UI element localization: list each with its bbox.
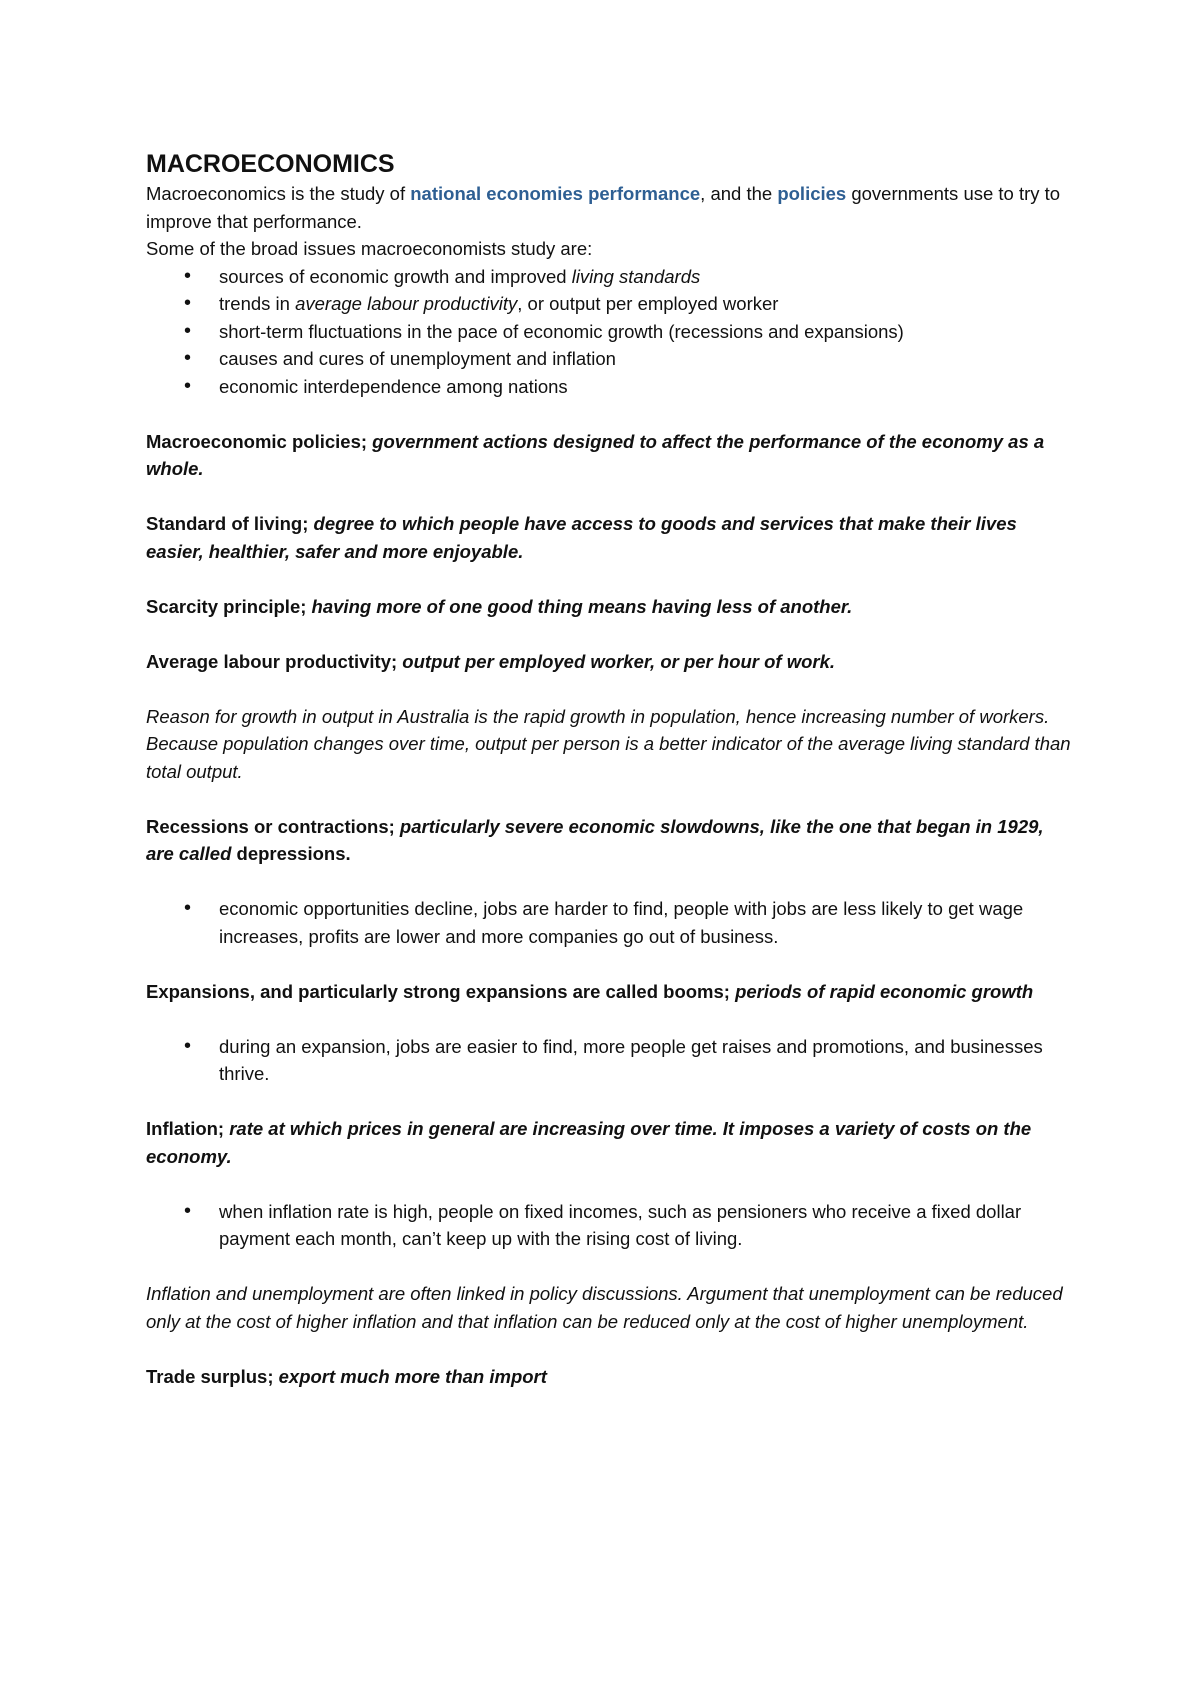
- list-item: [219, 345, 1076, 373]
- definition-expansions: [146, 978, 1076, 1006]
- definition-text: export much more than import: [273, 1365, 547, 1387]
- definition-term: Expansions, and particularly strong expansions are called booms;: [146, 980, 730, 1002]
- intro-text-2: , and the: [700, 183, 778, 204]
- definition-term-depressions: depressions.: [231, 843, 351, 864]
- document-page: [146, 148, 1076, 1390]
- document-title: MACROECONOMICS: [146, 150, 395, 178]
- definition-recessions: [146, 813, 1076, 868]
- intro-highlight-national-economies: national economies performance: [410, 183, 701, 204]
- definition-text: government actions designed to affect the performance of the economy as a whole.: [146, 430, 1045, 479]
- definition-text: having more of one good thing means having less of another.: [306, 595, 853, 617]
- intro-text-3: governments use to try to improve that performance.: [146, 183, 1061, 232]
- definition-term: Inflation;: [146, 1118, 225, 1139]
- intro-highlight-policies: policies: [777, 183, 847, 204]
- definition-trade-surplus: [146, 1363, 1076, 1391]
- expansion-list: [146, 1033, 1076, 1088]
- definition-term: Recessions or contractions;: [146, 815, 395, 837]
- issue-text: sources of economic growth and improved: [219, 265, 572, 287]
- recession-list: [146, 895, 1076, 950]
- definition-scarcity-principle: [146, 593, 1076, 621]
- issue-text: short-term fluctuations in the pace of economic growth (recessions and expansions): [219, 320, 904, 342]
- issue-text: economic interdependence among nations: [219, 375, 568, 397]
- inflation-list: [146, 1198, 1076, 1253]
- list-item: [219, 263, 1076, 291]
- definition-text: output per employed worker, or per hour of work.: [397, 650, 836, 672]
- intro-text-1: Macroeconomics is the study of: [146, 183, 411, 204]
- intro-paragraph: [146, 180, 1076, 235]
- definition-text: rate at which prices in general are increasing over time. It imposes a variety of costs on the economy.: [146, 1118, 1032, 1167]
- list-item: [219, 290, 1076, 318]
- definition-text: degree to which people have access to goods and services that make their lives easier, healthier, safer and more enjoyable.: [146, 513, 1017, 562]
- definition-inflation: [146, 1115, 1076, 1170]
- issue-emphasis: average labour productivity: [295, 293, 518, 314]
- issue-emphasis: living standards: [571, 265, 701, 287]
- list-item: [219, 373, 1076, 401]
- issue-text: causes and cures of unemployment and inflation: [219, 348, 616, 369]
- definition-text: particularly severe economic slowdowns, like the one that began in 1929, are called: [146, 815, 1044, 864]
- definition-standard-of-living: [146, 510, 1076, 565]
- list-item: • when inflation rate is high, people on fixed incomes, such as pensioners who receive a fixed dollar payment each month, can’t keep up with the rising cost of living.: [219, 1198, 1076, 1253]
- list-item: [219, 318, 1076, 346]
- issue-text: trends in: [219, 293, 296, 314]
- definition-text: periods of rapid economic growth: [729, 980, 1034, 1002]
- definition-term: Scarcity principle;: [146, 595, 307, 617]
- definition-term: Trade surplus;: [146, 1365, 274, 1387]
- list-item: • during an expansion, jobs are easier to find, more people get raises and promotions, and businesses thrive.: [219, 1033, 1076, 1088]
- definition-term: Standard of living;: [146, 513, 309, 534]
- note-growth-australia: Reason for growth in output in Australia is the rapid growth in population, hence increasing number of workers. Because population changes over time, output per person is a better indicator of the average living standard than total output.: [146, 705, 1071, 782]
- issues-list: [146, 263, 1076, 401]
- issue-text-after: , or output per employed worker: [517, 293, 779, 314]
- list-item: • economic opportunities decline, jobs are harder to find, people with jobs are less likely to get wage increases, profits are lower and more companies go out of business.: [219, 895, 1076, 950]
- definition-macroeconomic-policies: [146, 428, 1076, 483]
- definition-term: Average labour productivity;: [146, 650, 398, 672]
- definition-term: Macroeconomic policies;: [146, 430, 368, 452]
- note-inflation-unemployment: Inflation and unemployment are often linked in policy discussions. Argument that unemployment can be reduced only at the cost of higher inflation and that inflation can be reduced only at the cost of higher unemployment.: [146, 1283, 1063, 1332]
- issues-intro: Some of the broad issues macroeconomists study are:: [146, 238, 593, 259]
- definition-average-labour-productivity: [146, 648, 1076, 676]
